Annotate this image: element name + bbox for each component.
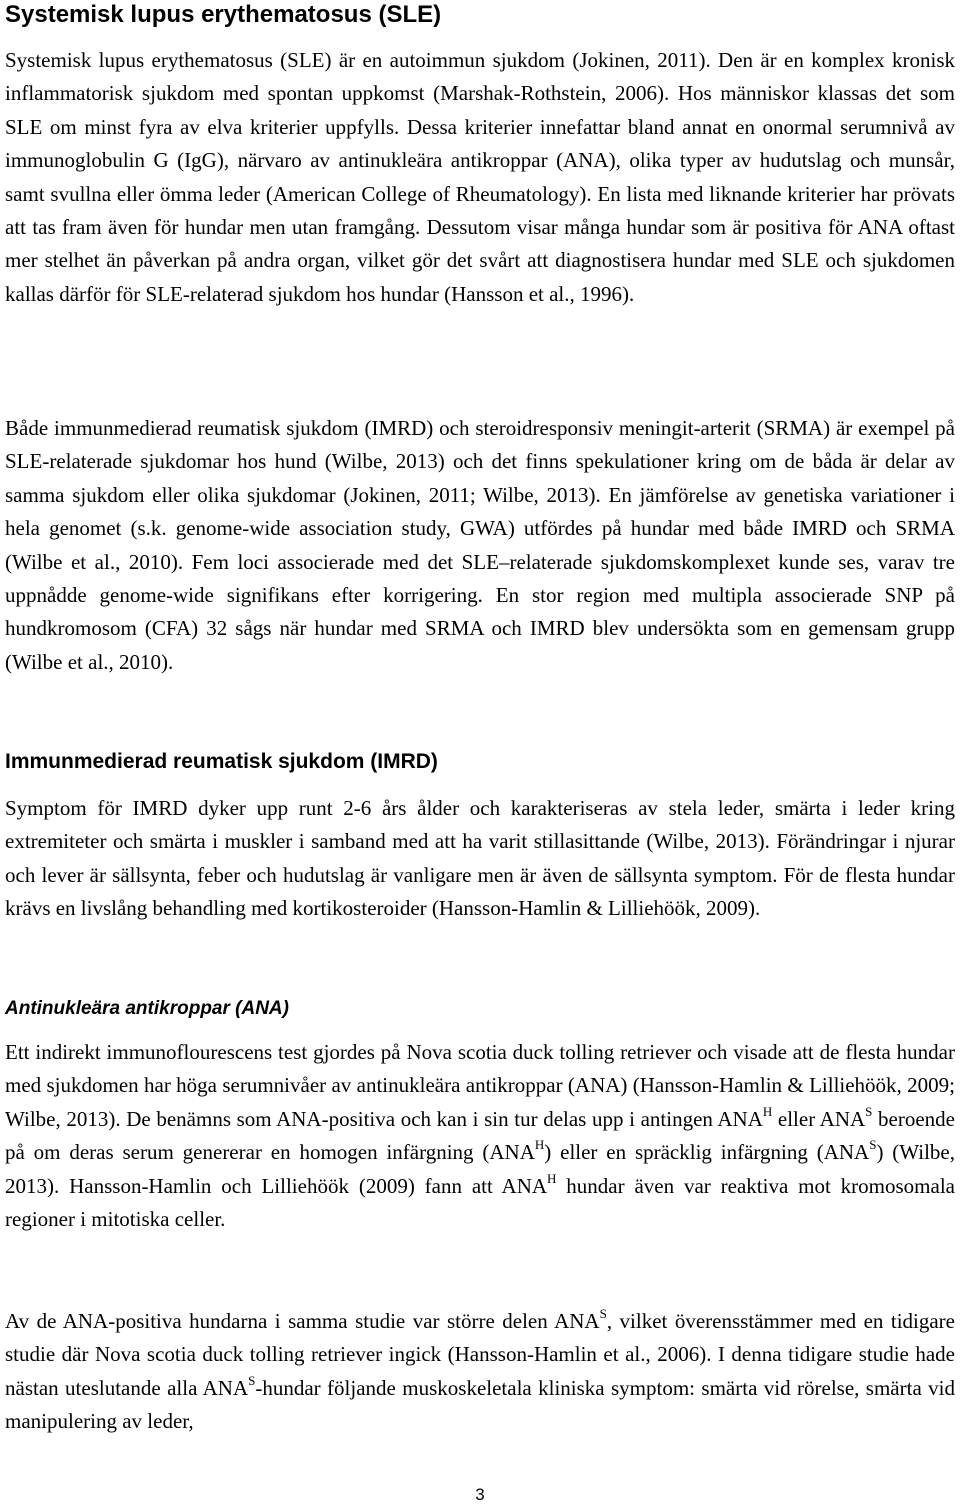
superscript-s: S	[248, 1372, 256, 1388]
superscript-h: H	[534, 1137, 545, 1153]
paragraph-ana-test: Ett indirekt immunoflourescens test gjordes på Nova scotia duck tolling retriever och visade att de flesta hundar med sjukdomen har höga serumnivåer av antinukleära antikroppar (ANA) (Hansson-Hamlin & Lilliehöök, 2009; Wilbe, 2013). De benämns som ANA-positiva och kan i sin tur delas upp i antingen $ANA^H$ eller $ANA^S$ beroende på om deras serum genererar en homogen infärgning $(ANA^H)$ eller en spräcklig infärgning $(ANA^S)$ (Wilbe, 2013). Hansson-Hamlin och Lilliehöök (2009) fann att $ANA^H$ hundar även var reaktiva mot kromosomala regioner i mitotiska celler.	[5, 1040, 955, 1232]
superscript-s: S	[865, 1103, 873, 1119]
heading-sle: Systemisk lupus erythematosus (SLE)	[5, 1, 442, 28]
page-number: 3	[475, 1485, 485, 1504]
paragraph-imrd-srma: Både immunmedierad reumatisk sjukdom (IMRD) och steroidresponsiv meningit-arterit (SRMA) är exempel på SLE-relaterade sjukdomar hos hund (Wilbe, 2013) och det finns spekulationer kring om de båda är delar av samma sjukdom eller olika sjukdomar (Jokinen, 2011; Wilbe, 2013). En jämförelse av genetiska variationer i hela genomet (s.k. genome-wide association study, GWA) utfördes på hundar med både IMRD och SRMA (Wilbe et al., 2010). Fem loci associerade med det SLE–relaterade sjukdomskomplexet kunde ses, varav tre uppnådde genome-wide signifikans efter korrigering. En stor region med multipla associerade SNP på hundkromosom (CFA) 32 sågs när hundar med SRMA och IMRD blev undersökta som en gemensam grupp (Wilbe et al., 2010).	[5, 416, 955, 674]
heading-ana: Antinukleära antikroppar (ANA)	[5, 998, 289, 1019]
paragraph-imrd-symptoms: Symptom för IMRD dyker upp runt 2-6 års ålder och karakteriseras av stela leder, smärta i leder kring extremiteter och smärta i muskler i samband med att ha varit stillasittande (Wilbe, 2013). Förändringar i njurar och lever är sällsynta, feber och hudutslag är vanligare men är även de sällsynta symptom. För de flesta hundar krävs en livslång behandling med kortikosteroider (Hansson-Hamlin & Lilliehöök, 2009).	[5, 796, 955, 921]
superscript-s: S	[869, 1137, 877, 1153]
superscript-h: H	[762, 1103, 773, 1119]
superscript-h: H	[547, 1170, 557, 1186]
paragraph-ana-positive: Av de ANA-positiva hundarna i samma studie var större delen $ANA^S$, vilket överensstämmer med en tidigare studie där Nova scotia duck tolling retriever ingick (Hansson-Hamlin et al., 2006). I denna tidigare studie hade nästan uteslutande alla $ANA^S$-hundar följande muskoskeletala kliniska symptom: smärta vid rörelse, smärta vid manipulering av leder,	[5, 1306, 955, 1434]
heading-imrd: Immunmedierad reumatisk sjukdom (IMRD)	[5, 750, 438, 773]
superscript-s: S	[599, 1306, 607, 1321]
paragraph-sle-intro: Systemisk lupus erythematosus (SLE) är en autoimmun sjukdom (Jokinen, 2011). Den är en komplex kronisk inflammatorisk sjukdom med spontan uppkomst (Marshak-Rothstein, 2006). Hos människor klassas det som SLE om minst fyra av elva kriterier uppfylls. Dessa kriterier innefattar bland annat en onormal serumnivå av immunoglobulin G (IgG), närvaro av antinukleära antikroppar (ANA), olika typer av hudutslag och munsår, samt svullna eller ömma leder (American College of Rheumatology). En lista med liknande kriterier har prövats att tas fram även för hundar men utan framgång. Dessutom visar många hundar som är positiva för ANA oftast mer stelhet än påverkan på andra organ, vilket gör det svårt att diagnostisera hundar med SLE och sjukdomen kallas därför för SLE-relaterad sjukdom hos hundar (Hansson et al., 1996).	[5, 48, 955, 306]
